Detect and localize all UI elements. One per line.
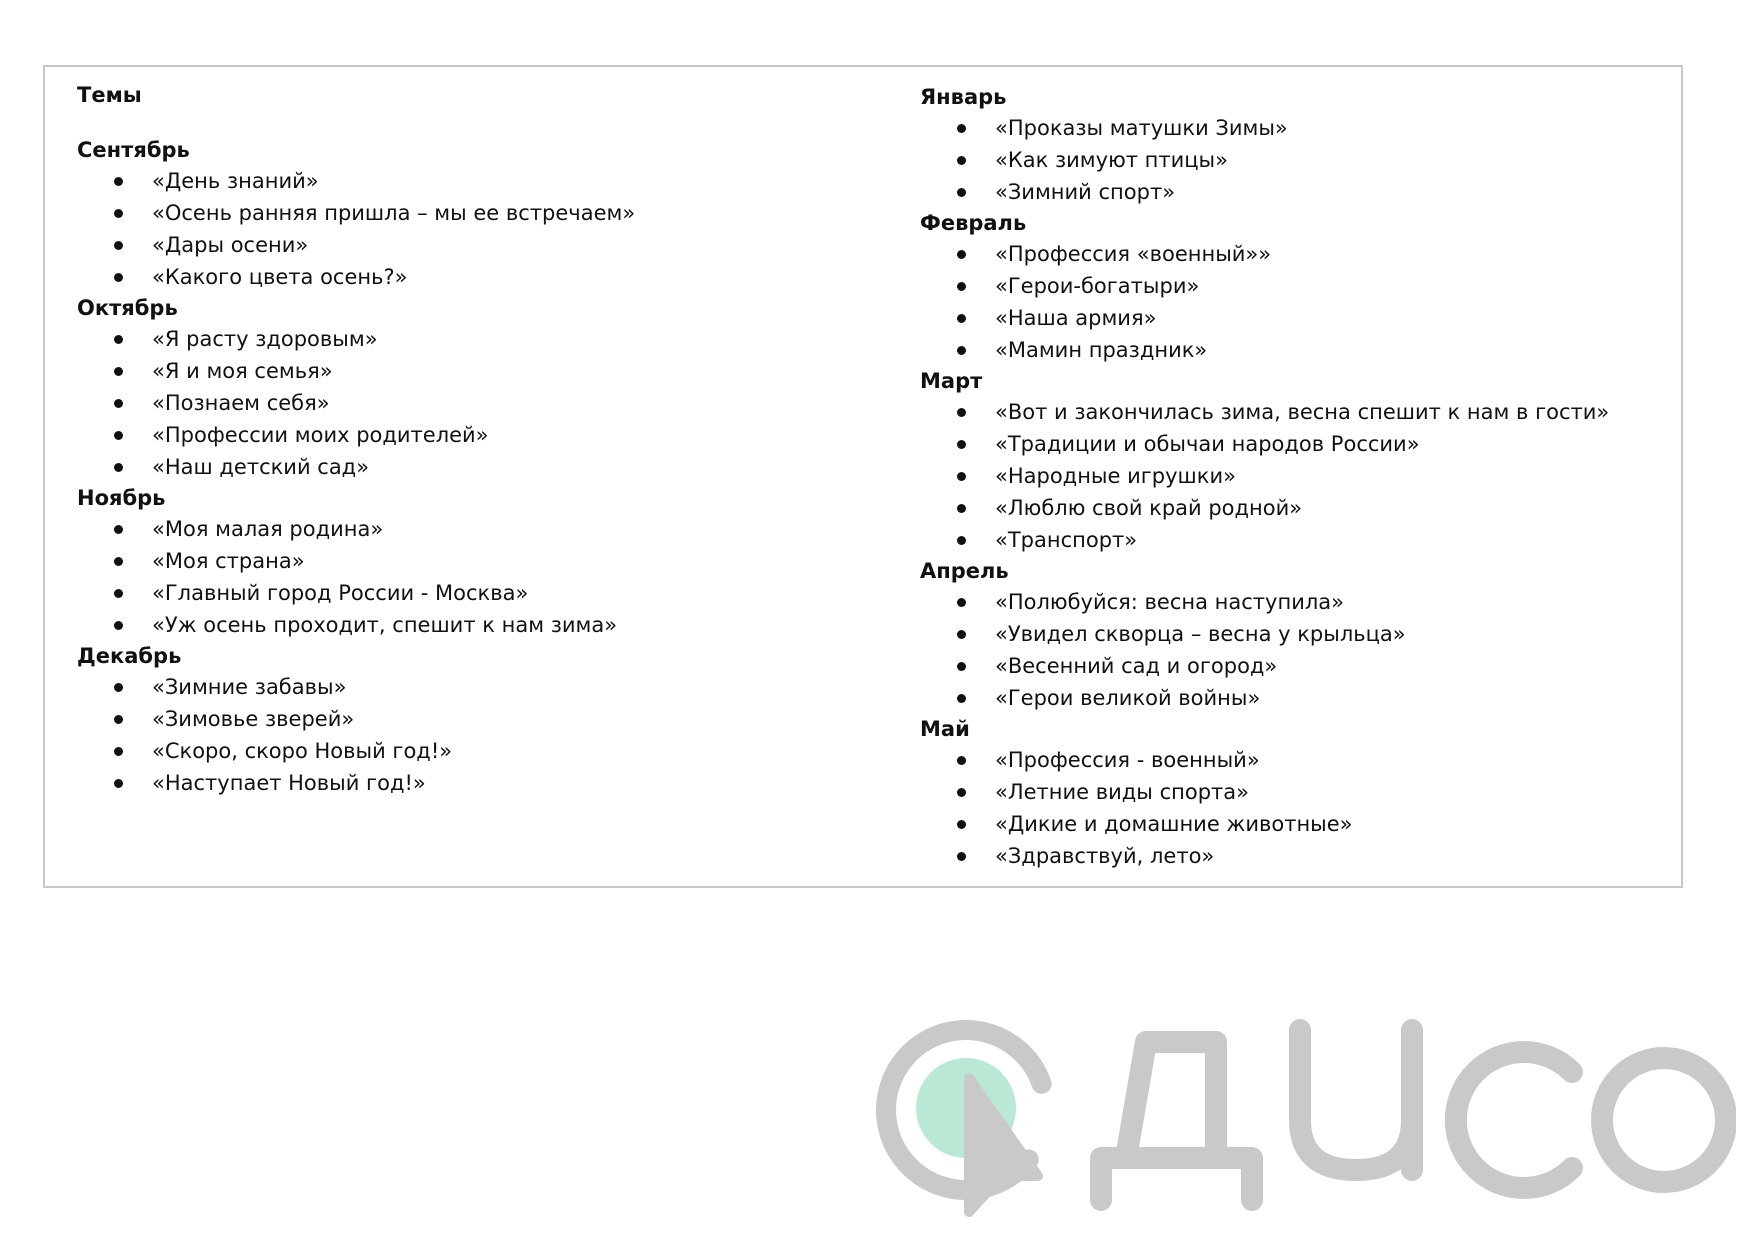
bullet-icon xyxy=(957,156,966,165)
topic-item xyxy=(77,609,877,641)
topic-text: «Как зимуют птицы» xyxy=(995,148,1228,172)
topic-item xyxy=(77,513,877,545)
topic-item xyxy=(920,112,1660,144)
left-column xyxy=(77,67,877,799)
topic-item xyxy=(77,323,877,355)
bullet-icon xyxy=(114,715,123,724)
topic-text: «Герои великой войны» xyxy=(995,686,1261,710)
bullet-icon xyxy=(114,241,123,250)
topic-item xyxy=(77,451,877,483)
bullet-icon xyxy=(114,779,123,788)
month-heading: Сентябрь xyxy=(77,138,190,162)
topic-item xyxy=(920,650,1660,682)
topic-list xyxy=(920,586,1660,714)
logo-letter-s xyxy=(1456,1052,1572,1188)
topic-text: «Люблю свой край родной» xyxy=(995,496,1303,520)
topic-item xyxy=(77,355,877,387)
topic-text: «Главный город России - Москва» xyxy=(152,581,529,605)
bullet-icon xyxy=(114,399,123,408)
month-section xyxy=(77,135,877,293)
topic-item xyxy=(920,524,1660,556)
bullet-icon xyxy=(114,557,123,566)
logo-letters xyxy=(1101,1030,1726,1200)
topic-text: «Герои-богатыри» xyxy=(995,274,1200,298)
topic-text: «Транспорт» xyxy=(995,528,1138,552)
bullet-icon xyxy=(114,463,123,472)
topic-item xyxy=(920,682,1660,714)
month-section xyxy=(920,82,1660,208)
topic-list xyxy=(920,112,1660,208)
bullet-icon xyxy=(957,440,966,449)
month-section xyxy=(920,366,1660,556)
topic-item xyxy=(77,767,877,799)
bullet-icon xyxy=(957,250,966,259)
bullet-icon xyxy=(114,683,123,692)
topic-text: «Зимовье зверей» xyxy=(152,707,355,731)
month-section xyxy=(920,556,1660,714)
topic-item xyxy=(77,671,877,703)
bullet-icon xyxy=(957,124,966,133)
bullet-icon xyxy=(957,504,966,513)
month-section xyxy=(77,293,877,483)
month-heading: Декабрь xyxy=(77,644,182,668)
topic-text: «Какого цвета осень?» xyxy=(152,265,408,289)
topic-item xyxy=(920,238,1660,270)
topic-item xyxy=(920,334,1660,366)
topic-text: «Наш детский сад» xyxy=(152,455,370,479)
topic-text: «Моя малая родина» xyxy=(152,517,384,541)
document-frame xyxy=(43,65,1683,888)
topic-list xyxy=(920,396,1660,556)
topic-item xyxy=(77,419,877,451)
bullet-icon xyxy=(114,431,123,440)
topic-item xyxy=(920,618,1660,650)
bullet-icon xyxy=(957,598,966,607)
bullet-icon xyxy=(957,314,966,323)
topic-item xyxy=(920,492,1660,524)
topic-item xyxy=(920,586,1660,618)
topic-text: «Я и моя семья» xyxy=(152,359,333,383)
logo-letter-o xyxy=(1602,1058,1726,1182)
logo-letter-i xyxy=(1300,1030,1412,1170)
bullet-icon xyxy=(957,408,966,417)
bullet-icon xyxy=(957,536,966,545)
bullet-icon xyxy=(957,630,966,639)
topic-text: «Профессия - военный» xyxy=(995,748,1260,772)
month-heading: Март xyxy=(920,369,983,393)
month-section xyxy=(77,641,877,799)
topic-list xyxy=(77,323,877,483)
topic-list xyxy=(920,744,1660,872)
left-months-list xyxy=(77,135,877,799)
topic-item xyxy=(920,460,1660,492)
bullet-icon xyxy=(114,747,123,756)
bullet-icon xyxy=(957,662,966,671)
topic-item xyxy=(920,176,1660,208)
topic-item xyxy=(920,744,1660,776)
topic-item xyxy=(77,735,877,767)
bullet-icon xyxy=(114,209,123,218)
bullet-icon xyxy=(957,282,966,291)
topic-text: «Вот и закончилась зима, весна спешит к нам в гости» xyxy=(995,400,1610,424)
topic-text: «Познаем себя» xyxy=(152,391,330,415)
bullet-icon xyxy=(114,273,123,282)
topic-item xyxy=(77,545,877,577)
bullet-icon xyxy=(957,852,966,861)
topic-text: «Здравствуй, лето» xyxy=(995,844,1215,868)
topic-item xyxy=(77,197,877,229)
topic-item xyxy=(920,144,1660,176)
bullet-icon xyxy=(957,188,966,197)
topic-text: «Народные игрушки» xyxy=(995,464,1236,488)
month-section xyxy=(77,483,877,641)
month-heading: Октябрь xyxy=(77,296,178,320)
topic-text: «Профессии моих родителей» xyxy=(152,423,489,447)
bullet-icon xyxy=(957,346,966,355)
topic-item xyxy=(920,270,1660,302)
topic-item xyxy=(77,261,877,293)
topic-text: «Скоро, скоро Новый год!» xyxy=(152,739,453,763)
topic-item xyxy=(920,396,1660,428)
month-heading: Январь xyxy=(920,85,1007,109)
topic-item xyxy=(920,808,1660,840)
topic-text: «Дикие и домашние животные» xyxy=(995,812,1353,836)
topic-list xyxy=(77,165,877,293)
watermark-logo xyxy=(856,990,1736,1225)
bullet-icon xyxy=(114,335,123,344)
topic-item xyxy=(920,302,1660,334)
topic-list xyxy=(77,513,877,641)
logo-letter-d xyxy=(1101,1042,1252,1200)
bullet-icon xyxy=(114,621,123,630)
bullet-icon xyxy=(114,525,123,534)
topic-item xyxy=(77,577,877,609)
bullet-icon xyxy=(957,694,966,703)
topic-text: «Профессия «военный»» xyxy=(995,242,1272,266)
topic-text: «Полюбуйся: весна наступила» xyxy=(995,590,1344,614)
month-heading: Апрель xyxy=(920,559,1009,583)
topic-text: «Зимние забавы» xyxy=(152,675,347,699)
topic-text: «Наша армия» xyxy=(995,306,1157,330)
month-heading: Май xyxy=(920,717,970,741)
topic-text: «Увидел скворца – весна у крыльца» xyxy=(995,622,1406,646)
topic-item xyxy=(920,776,1660,808)
topic-text: «Зимний спорт» xyxy=(995,180,1176,204)
topic-text: «Мамин праздник» xyxy=(995,338,1208,362)
right-months-list xyxy=(920,82,1660,872)
topic-text: «Моя страна» xyxy=(152,549,305,573)
topic-text: «День знаний» xyxy=(152,169,319,193)
topic-text: «Осень ранняя пришла – мы ее встречаем» xyxy=(152,201,636,225)
topic-item xyxy=(77,703,877,735)
bullet-icon xyxy=(114,177,123,186)
bullet-icon xyxy=(114,589,123,598)
topic-text: «Я расту здоровым» xyxy=(152,327,378,351)
topic-text: «Проказы матушки Зимы» xyxy=(995,116,1288,140)
topic-text: «Дары осени» xyxy=(152,233,309,257)
topic-text: «Наступает Новый год!» xyxy=(152,771,426,795)
topic-list xyxy=(920,238,1660,366)
topic-item xyxy=(77,165,877,197)
topic-item xyxy=(920,840,1660,872)
right-column xyxy=(920,67,1660,872)
topic-text: «Летние виды спорта» xyxy=(995,780,1249,804)
topic-text: «Уж осень проходит, спешит к нам зима» xyxy=(152,613,618,637)
topic-item xyxy=(77,229,877,261)
bullet-icon xyxy=(114,367,123,376)
bullet-icon xyxy=(957,472,966,481)
page-title: Темы xyxy=(77,83,142,107)
month-section xyxy=(920,208,1660,366)
topic-item xyxy=(920,428,1660,460)
topic-text: «Весенний сад и огород» xyxy=(995,654,1278,678)
bullet-icon xyxy=(957,788,966,797)
topic-text: «Традиции и обычаи народов России» xyxy=(995,432,1420,456)
month-section xyxy=(920,714,1660,872)
bullet-icon xyxy=(957,756,966,765)
month-heading: Ноябрь xyxy=(77,486,166,510)
month-heading: Февраль xyxy=(920,211,1027,235)
bullet-icon xyxy=(957,820,966,829)
topic-item xyxy=(77,387,877,419)
topic-list xyxy=(77,671,877,799)
